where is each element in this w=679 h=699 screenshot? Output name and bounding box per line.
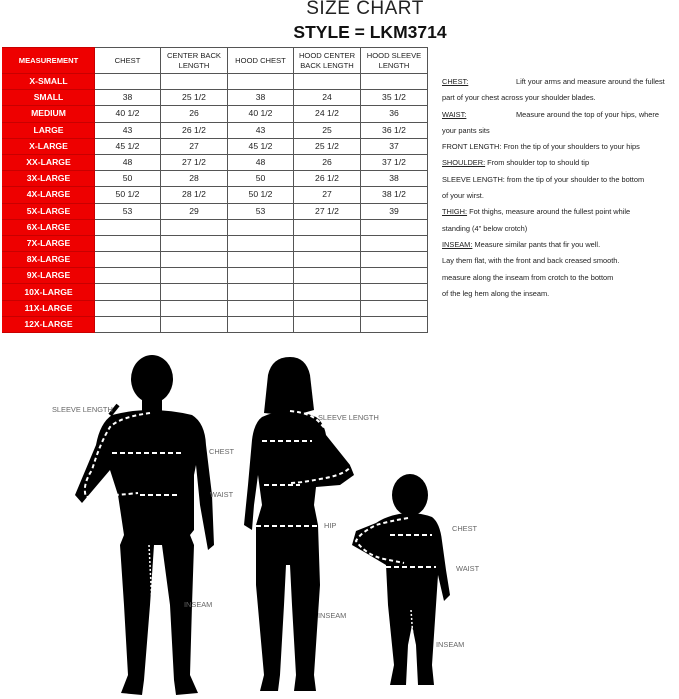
measurement-cell bbox=[95, 252, 161, 268]
measurement-figures bbox=[0, 345, 679, 699]
measurement-cell bbox=[361, 268, 428, 284]
size-label: 12X-LARGE bbox=[3, 316, 95, 332]
instruction-text: Measure around the top of your hips, where bbox=[516, 109, 659, 119]
measurement-cell bbox=[95, 300, 161, 316]
measurement-cell: 53 bbox=[95, 203, 161, 219]
instruction-line: CHEST: Lift your arms and measure around the fullest bbox=[442, 77, 665, 86]
measurement-cell: 50 bbox=[228, 171, 294, 187]
measurement-cell: 50 1/2 bbox=[95, 187, 161, 203]
measurement-cell: 37 1/2 bbox=[361, 154, 428, 170]
size-label: 4X-LARGE bbox=[3, 187, 95, 203]
measurement-cell bbox=[95, 268, 161, 284]
instruction-text: Lay them flat, with the front and back creased smooth. bbox=[442, 256, 620, 266]
measurement-cell bbox=[361, 300, 428, 316]
measurement-cell bbox=[294, 316, 361, 332]
instruction-text: of the leg hem along the inseam. bbox=[442, 288, 550, 298]
instruction-line bbox=[442, 204, 678, 220]
measurement-cell: 43 bbox=[95, 122, 161, 138]
table-row bbox=[3, 235, 428, 251]
measurement-cell bbox=[294, 235, 361, 251]
instruction-label: INSEAM: bbox=[442, 239, 473, 249]
column-header: HOOD CHEST bbox=[228, 48, 294, 74]
child-inseam-label: INSEAM bbox=[436, 640, 465, 649]
table-row bbox=[3, 187, 428, 203]
measurement-cell bbox=[294, 284, 361, 300]
measurement-cell bbox=[228, 284, 294, 300]
measurement-cell bbox=[294, 268, 361, 284]
instruction-line bbox=[442, 172, 678, 188]
column-header: MEASUREMENT bbox=[3, 48, 95, 74]
child-silhouette bbox=[352, 474, 480, 685]
table-row bbox=[3, 219, 428, 235]
size-label: 11X-LARGE bbox=[3, 300, 95, 316]
table-row bbox=[3, 284, 428, 300]
measurement-cell bbox=[294, 74, 361, 90]
table-row bbox=[3, 154, 428, 170]
child-waist-label: WAIST bbox=[456, 564, 480, 573]
table-row bbox=[3, 316, 428, 332]
size-label: X-SMALL bbox=[3, 74, 95, 90]
size-label: 8X-LARGE bbox=[3, 252, 95, 268]
measurement-cell: 27 bbox=[294, 187, 361, 203]
column-header: HOOD SLEEVE LENGTH bbox=[361, 48, 428, 74]
instruction-line bbox=[442, 253, 678, 269]
measurement-cell bbox=[361, 252, 428, 268]
measurement-cell bbox=[95, 74, 161, 90]
instruction-text: From shoulder top to should tip bbox=[485, 158, 590, 168]
measurement-cell: 48 bbox=[228, 154, 294, 170]
measurement-cell bbox=[228, 316, 294, 332]
measurement-cell bbox=[294, 300, 361, 316]
table-row bbox=[3, 122, 428, 138]
page-title: SIZE CHART bbox=[306, 0, 424, 19]
instruction-line bbox=[442, 188, 678, 204]
measurement-cell: 26 1/2 bbox=[294, 171, 361, 187]
measurement-cell bbox=[228, 219, 294, 235]
size-label: 9X-LARGE bbox=[3, 268, 95, 284]
woman-inseam-label: INSEAM bbox=[318, 611, 347, 620]
woman-silhouette bbox=[244, 357, 379, 691]
child-chest-label: CHEST bbox=[452, 524, 478, 533]
measurement-cell bbox=[95, 316, 161, 332]
instruction-line: WAIST: Measure around the top of your hips, where bbox=[442, 109, 659, 119]
measurement-cell bbox=[161, 74, 228, 90]
instruction-label: THIGH: bbox=[442, 207, 468, 217]
measurement-cell bbox=[228, 268, 294, 284]
size-label: 5X-LARGE bbox=[3, 203, 95, 219]
size-label: 10X-LARGE bbox=[3, 284, 95, 300]
style-code: STYLE = LKM3714 bbox=[293, 22, 447, 42]
measurement-cell: 29 bbox=[161, 203, 228, 219]
measurement-cell: 50 1/2 bbox=[228, 187, 294, 203]
measurement-cell: 25 1/2 bbox=[294, 138, 361, 154]
measurement-cell: 45 1/2 bbox=[228, 138, 294, 154]
measurement-cell: 40 1/2 bbox=[95, 106, 161, 122]
man-waist-label: WAIST bbox=[210, 490, 234, 499]
measurement-cell: 38 bbox=[361, 171, 428, 187]
column-header: CHEST bbox=[95, 48, 161, 74]
measurement-cell: 38 bbox=[228, 90, 294, 106]
instruction-line bbox=[442, 90, 678, 106]
instruction-text: Measure similar pants that fir you well. bbox=[472, 239, 601, 249]
measurement-cell: 50 bbox=[95, 171, 161, 187]
instruction-line bbox=[442, 270, 678, 286]
size-label: X-LARGE bbox=[3, 138, 95, 154]
instruction-line bbox=[442, 237, 678, 253]
size-label: XX-LARGE bbox=[3, 154, 95, 170]
instruction-text: part of your chest across your shoulder blades. bbox=[442, 93, 596, 103]
measurement-cell bbox=[228, 252, 294, 268]
measurement-cell bbox=[361, 219, 428, 235]
measurement-cell: 38 1/2 bbox=[361, 187, 428, 203]
man-sleeve-label: SLEEVE LENGTH bbox=[52, 405, 113, 414]
size-label: 3X-LARGE bbox=[3, 171, 95, 187]
measurement-cell: 24 1/2 bbox=[294, 106, 361, 122]
measurement-cell: 28 1/2 bbox=[161, 187, 228, 203]
table-row bbox=[3, 90, 428, 106]
instruction-text: SLEEVE LENGTH: from the tip of your shoulder to the bottom bbox=[442, 174, 645, 184]
man-inseam-label: INSEAM bbox=[184, 600, 213, 609]
table-header-row bbox=[3, 48, 428, 74]
instruction-label: SHOULDER: bbox=[442, 158, 486, 168]
instruction-text: your pants sits bbox=[442, 125, 490, 135]
measurement-cell: 24 bbox=[294, 90, 361, 106]
measurement-cell bbox=[161, 268, 228, 284]
measurement-cell bbox=[95, 235, 161, 251]
measurement-cell: 38 bbox=[95, 90, 161, 106]
man-silhouette bbox=[52, 355, 235, 695]
measurement-cell bbox=[361, 316, 428, 332]
instruction-text: Lift your arms and measure around the fullest bbox=[516, 77, 665, 86]
instruction-text: measure along the inseam from crotch to the bottom bbox=[442, 272, 614, 282]
measurement-cell: 40 1/2 bbox=[228, 106, 294, 122]
table-row bbox=[3, 171, 428, 187]
measurement-cell: 27 1/2 bbox=[161, 154, 228, 170]
measurement-cell bbox=[361, 235, 428, 251]
measurement-cell bbox=[95, 219, 161, 235]
man-chest-label: CHEST bbox=[209, 447, 235, 456]
woman-sleeve-label: SLEEVE LENGTH bbox=[318, 413, 379, 422]
measurement-cell bbox=[294, 252, 361, 268]
instruction-line bbox=[442, 221, 678, 237]
measurement-cell: 43 bbox=[228, 122, 294, 138]
measurement-cell: 35 1/2 bbox=[361, 90, 428, 106]
measurement-cell: 26 bbox=[161, 106, 228, 122]
table-row bbox=[3, 106, 428, 122]
measurement-cell bbox=[161, 235, 228, 251]
measurement-cell: 26 bbox=[294, 154, 361, 170]
size-label: MEDIUM bbox=[3, 106, 95, 122]
table-row bbox=[3, 203, 428, 219]
measurement-cell: 53 bbox=[228, 203, 294, 219]
measurement-cell: 36 bbox=[361, 106, 428, 122]
instruction-text: standing (4" below crotch) bbox=[442, 223, 528, 233]
instruction-text: of your wirst. bbox=[442, 191, 484, 201]
measurement-cell bbox=[361, 74, 428, 90]
measurement-cell: 37 bbox=[361, 138, 428, 154]
measurement-cell: 25 1/2 bbox=[161, 90, 228, 106]
instruction-text: FRONT LENGTH: Fron the tip of your shoulders to your hips bbox=[442, 142, 640, 152]
table-row bbox=[3, 268, 428, 284]
measurement-cell bbox=[228, 235, 294, 251]
instruction-line bbox=[442, 123, 678, 139]
size-chart-table bbox=[2, 47, 428, 333]
column-header: CENTER BACK LENGTH bbox=[161, 48, 228, 74]
measurement-cell bbox=[228, 74, 294, 90]
measurement-cell bbox=[161, 284, 228, 300]
measurement-cell bbox=[161, 252, 228, 268]
column-header: HOOD CENTER BACK LENGTH bbox=[294, 48, 361, 74]
measurement-cell bbox=[361, 284, 428, 300]
instruction-line bbox=[442, 139, 678, 155]
measurement-instructions bbox=[442, 74, 678, 302]
measurement-cell: 39 bbox=[361, 203, 428, 219]
measurement-cell: 28 bbox=[161, 171, 228, 187]
table-row bbox=[3, 300, 428, 316]
measurement-cell bbox=[161, 316, 228, 332]
size-label: SMALL bbox=[3, 90, 95, 106]
measurement-cell: 25 bbox=[294, 122, 361, 138]
measurement-cell: 27 bbox=[161, 138, 228, 154]
measurement-cell: 45 1/2 bbox=[95, 138, 161, 154]
woman-hip-label: HIP bbox=[324, 521, 337, 530]
measurement-cell: 36 1/2 bbox=[361, 122, 428, 138]
measurement-cell: 26 1/2 bbox=[161, 122, 228, 138]
instruction-line bbox=[442, 155, 678, 171]
measurement-cell bbox=[95, 284, 161, 300]
instruction-line bbox=[442, 286, 678, 302]
table-row bbox=[3, 138, 428, 154]
measurement-cell: 27 1/2 bbox=[294, 203, 361, 219]
size-label: 6X-LARGE bbox=[3, 219, 95, 235]
measurement-cell bbox=[161, 300, 228, 316]
measurement-cell bbox=[294, 219, 361, 235]
measurement-cell bbox=[228, 300, 294, 316]
size-label: LARGE bbox=[3, 122, 95, 138]
measurement-cell bbox=[161, 219, 228, 235]
table-row bbox=[3, 74, 428, 90]
table-row bbox=[3, 252, 428, 268]
size-label: 7X-LARGE bbox=[3, 235, 95, 251]
measurement-cell: 48 bbox=[95, 154, 161, 170]
instruction-text: Fot thighs, measure around the fullest point while bbox=[467, 207, 631, 217]
